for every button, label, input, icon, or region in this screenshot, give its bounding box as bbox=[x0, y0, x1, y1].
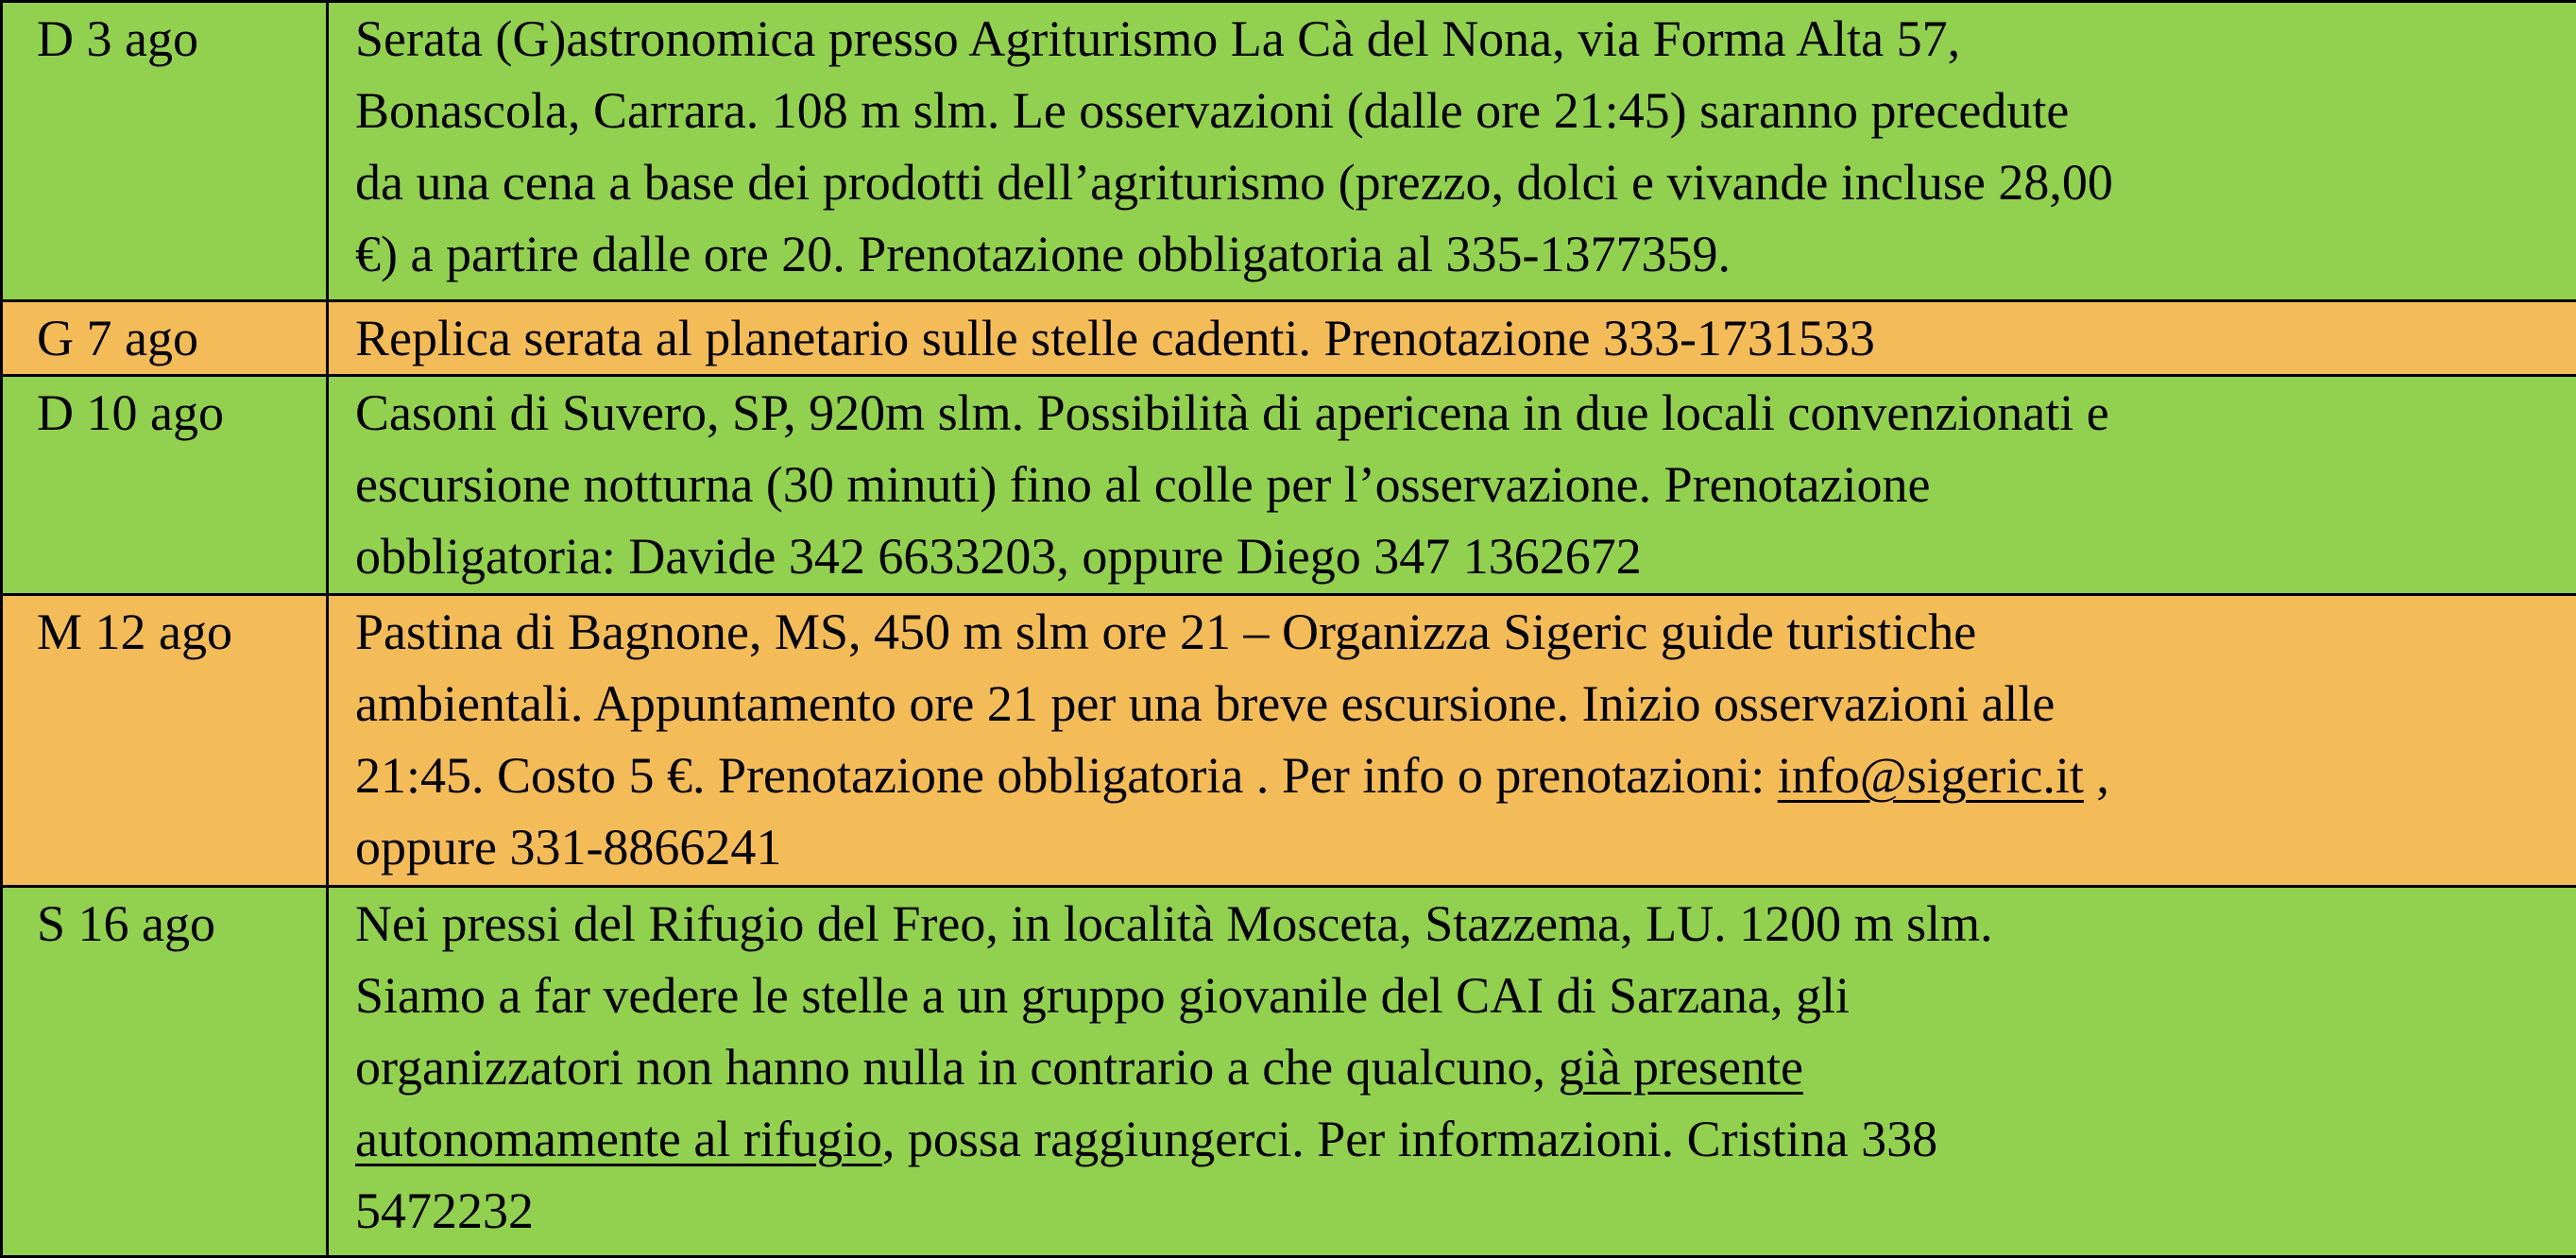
event-description bbox=[328, 595, 2576, 887]
description-line: oppure 331-8866241 bbox=[355, 811, 2567, 883]
event-description bbox=[328, 376, 2576, 595]
description-line: obbligatoria: Davide 342 6633203, oppure Diego 347 1362672 bbox=[355, 520, 2567, 592]
event-description bbox=[328, 887, 2576, 1257]
description-line: Casoni di Suvero, SP, 920m slm. Possibilità di apericena in due locali convenzionati e bbox=[355, 377, 2567, 449]
event-description bbox=[328, 2, 2576, 301]
description-line: 21:45. Costo 5 €. Prenotazione obbligatoria . Per info o prenotazioni: info@sigeric.it , bbox=[355, 740, 2567, 811]
email-link[interactable]: info@sigeric.it bbox=[1778, 747, 2084, 804]
event-date: M 12 ago bbox=[2, 595, 328, 887]
table-row bbox=[2, 2, 2576, 301]
description-line: €) a partire dalle ore 20. Prenotazione obbligatoria al 335-1377359. bbox=[355, 218, 2567, 290]
description-line: Pastina di Bagnone, MS, 450 m slm ore 21 – Organizza Sigeric guide turistiche bbox=[355, 596, 2567, 668]
event-date: G 7 ago bbox=[2, 301, 328, 376]
description-line: da una cena a base dei prodotti dell’agriturismo (prezzo, dolci e vivande incluse 28,00 bbox=[355, 146, 2567, 218]
description-line: ambientali. Appuntamento ore 21 per una breve escursione. Inizio osservazioni alle bbox=[355, 668, 2567, 740]
table-row bbox=[2, 301, 2576, 376]
description-line: Siamo a far vedere le stelle a un gruppo giovanile del CAI di Sarzana, gli bbox=[355, 960, 2567, 1031]
description-line: Replica serata al planetario sulle stelle cadenti. Prenotazione 333-1731533 bbox=[355, 302, 2567, 374]
description-line: Nei pressi del Rifugio del Freo, in località Mosceta, Stazzema, LU. 1200 m slm. bbox=[355, 888, 2567, 960]
description-line: Bonascola, Carrara. 108 m slm. Le osservazioni (dalle ore 21:45) saranno precedute bbox=[355, 75, 2567, 146]
event-date: D 10 ago bbox=[2, 376, 328, 595]
table-row bbox=[2, 887, 2576, 1257]
description-line: autonomamente al rifugio, possa raggiungerci. Per informazioni. Cristina 338 bbox=[355, 1103, 2567, 1175]
table-row bbox=[2, 376, 2576, 595]
underlined-text: già presente bbox=[1559, 1039, 1803, 1096]
table-row bbox=[2, 595, 2576, 887]
description-line: 5472232 bbox=[355, 1175, 2567, 1247]
event-description bbox=[328, 301, 2576, 376]
description-line: Serata (G)astronomica presso Agriturismo La Cà del Nona, via Forma Alta 57, bbox=[355, 3, 2567, 75]
description-line: escursione notturna (30 minuti) fino al colle per l’osservazione. Prenotazione bbox=[355, 449, 2567, 520]
underlined-text: autonomamente al rifugio bbox=[355, 1111, 882, 1167]
event-date: S 16 ago bbox=[2, 887, 328, 1257]
event-date: D 3 ago bbox=[2, 2, 328, 301]
description-line: organizzatori non hanno nulla in contrario a che qualcuno, già presente bbox=[355, 1031, 2567, 1103]
